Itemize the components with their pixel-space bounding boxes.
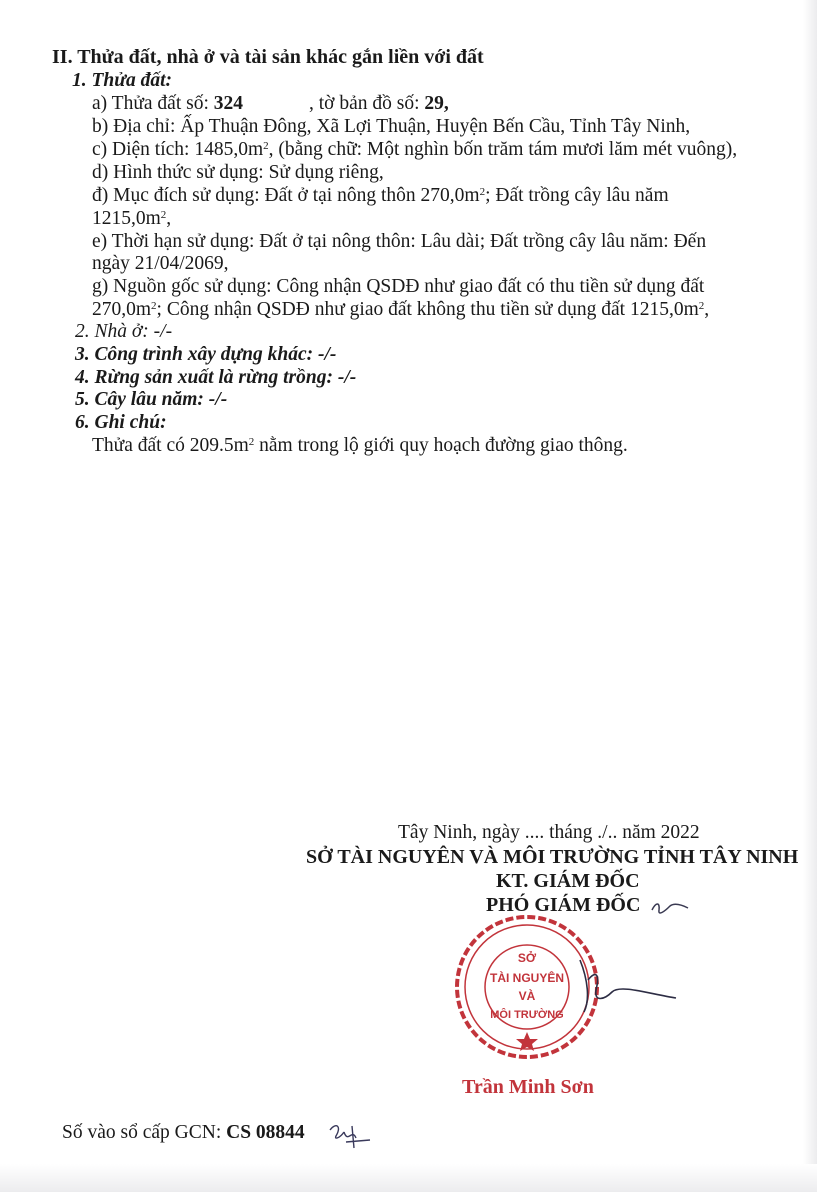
parcel-number: 324 — [213, 93, 244, 114]
origin-comma: , — [704, 299, 710, 320]
usage-purpose-comma: , — [166, 208, 172, 229]
seal-line-2: TÀI NGUYÊN — [489, 971, 565, 985]
section-title: II. Thửa đất, nhà ở và tài sản khác gắn liền với đất — [52, 46, 484, 68]
parcel-number-line — [92, 93, 449, 115]
address-line: b) Địa chỉ: Ấp Thuận Đông, Xã Lợi Thuận, Huyện Bến Cầu, Tỉnh Tây Ninh, — [92, 116, 691, 137]
seal-line-3: VÀ — [518, 989, 536, 1003]
initial-mark-icon — [650, 896, 690, 918]
area-superscript: 2 — [263, 140, 269, 152]
parcel-number-label: a) Thửa đất số: — [92, 93, 214, 114]
note-superscript: 2 — [248, 436, 255, 448]
perennial-line: 5. Cây lâu năm: -/- — [75, 389, 228, 410]
area-in-words: , (bằng chữ: Một nghìn bốn trăm tám mươi lăm mét vuông), — [268, 139, 738, 160]
origin-superscript-1: 2 — [151, 300, 157, 312]
seal-line-4: MÔI TRƯỜNG — [490, 1009, 564, 1021]
usage-purpose-text: đ) Mục đích sử dụng: Đất ở tại nông thôn 270,0m — [92, 185, 480, 206]
map-sheet-label: , tờ bản đồ số: — [309, 93, 425, 114]
construction-line: 3. Công trình xây dựng khác: -/- — [75, 344, 337, 365]
note-line — [92, 435, 628, 457]
forest-line: 4. Rừng sản xuất là rừng trồng: -/- — [75, 367, 357, 388]
origin-superscript-2: 2 — [698, 300, 705, 312]
origin-line-1: g) Nguồn gốc sử dụng: Công nhận QSDĐ như giao đất có thu tiền sử dụng đất — [92, 276, 705, 297]
usage-term-line-1: e) Thời hạn sử dụng: Đất ở tại nông thôn: Lâu dài; Đất trồng cây lâu năm: Đến — [92, 231, 707, 252]
area-line — [92, 139, 737, 161]
note-heading: 6. Ghi chú: — [75, 412, 167, 433]
page-edge-shadow — [803, 0, 817, 1192]
origin-area-1: 270,0m — [92, 299, 152, 320]
usage-purpose-line-1 — [92, 185, 669, 207]
usage-purpose-superscript: 2 — [479, 186, 486, 198]
agency-name: SỞ TÀI NGUYÊN VÀ MÔI TRƯỜNG TỈNH TÂY NINH — [306, 846, 799, 868]
origin-text: ; Công nhận QSDĐ như giao đất không thu tiền sử dụng đất 1215,0m — [156, 299, 699, 320]
house-line: 2. Nhà ở: -/- — [75, 321, 173, 342]
parcel-heading: 1. Thửa đất: — [72, 70, 172, 91]
seal-line-1: SỞ — [517, 951, 537, 965]
usage-term-line-2: ngày 21/04/2069, — [92, 253, 229, 274]
place-date: Tây Ninh, ngày .... tháng ./.. năm 2022 — [398, 822, 700, 843]
page-bottom-strip — [0, 1164, 817, 1192]
signature-stroke-icon — [560, 950, 680, 1020]
registry-line — [62, 1122, 305, 1144]
usage-form-line: d) Hình thức sử dụng: Sử dụng riêng, — [92, 162, 384, 183]
registry-initial-icon — [326, 1118, 372, 1152]
map-sheet-number: 29, — [424, 93, 449, 114]
usage-purpose-line-2 — [92, 208, 171, 230]
deputy-director: PHÓ GIÁM ĐỐC — [486, 894, 641, 916]
usage-purpose-text-2: ; Đất trồng cây lâu năm — [485, 185, 669, 206]
note-text: Thửa đất có 209.5m — [92, 435, 249, 456]
usage-purpose-area: 1215,0m — [92, 208, 161, 229]
usage-purpose-area-superscript: 2 — [160, 209, 167, 221]
origin-line-2 — [92, 299, 709, 321]
signer-name: Trần Minh Sơn — [462, 1076, 594, 1098]
registry-label: Số vào sổ cấp GCN: — [62, 1122, 227, 1143]
registry-number: CS 08844 — [226, 1122, 305, 1143]
kt-director: KT. GIÁM ĐỐC — [496, 870, 640, 892]
area-text: c) Diện tích: 1485,0m — [92, 139, 264, 160]
note-text-2: nằm trong lộ giới quy hoạch đường giao thông. — [254, 435, 628, 456]
